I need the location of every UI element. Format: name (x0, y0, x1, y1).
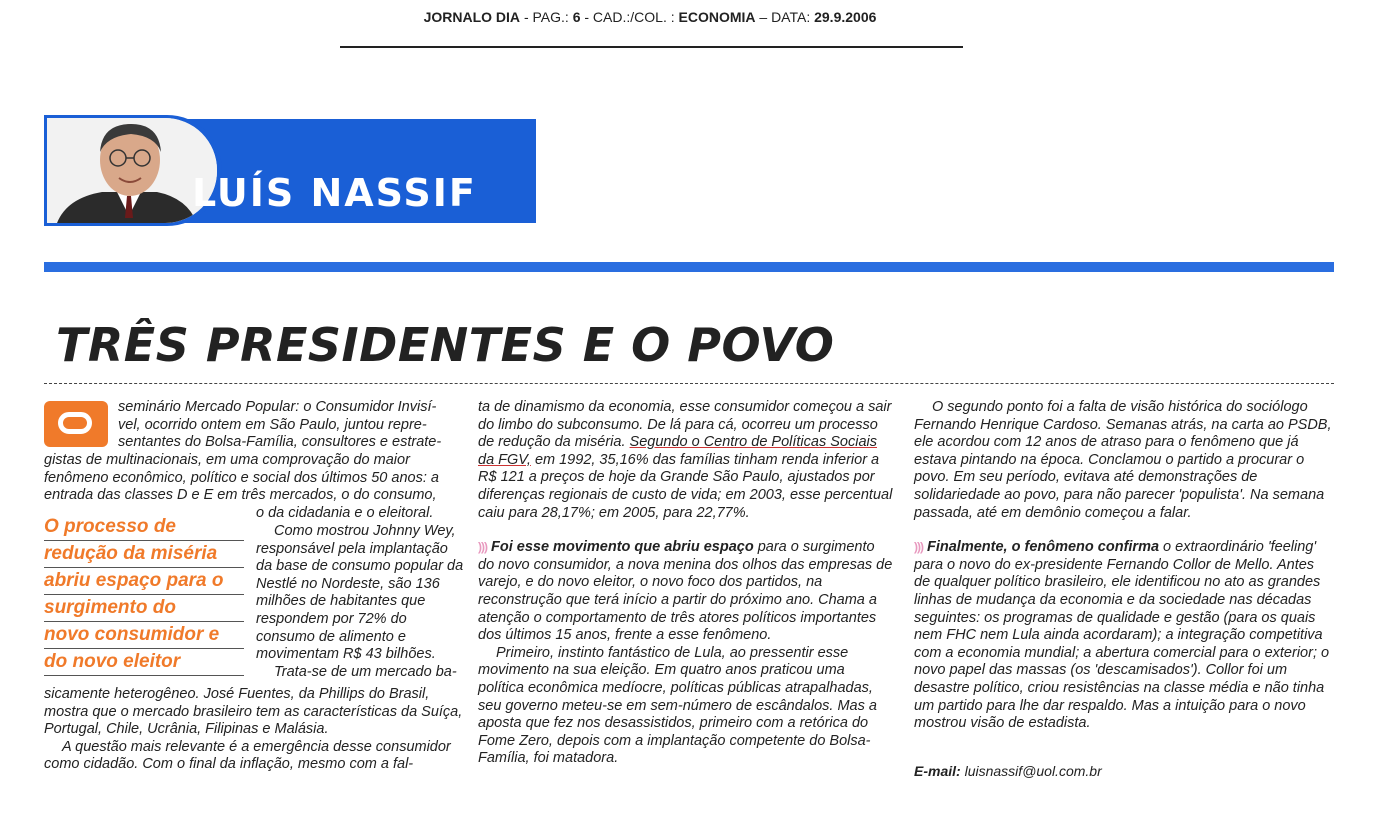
pull-quote (44, 514, 244, 676)
clipping-header (0, 9, 1300, 25)
paragraph-arrows-icon: ))) (478, 540, 487, 555)
clipping-date: 29.9.2006 (814, 9, 877, 25)
col2 (478, 399, 893, 768)
pull-quote-line: surgimento do (44, 595, 244, 622)
columnist-banner (44, 115, 536, 226)
page-number: 6 (572, 9, 581, 25)
headline-rule (44, 383, 1334, 384)
pull-quote-line: redução da miséria (44, 541, 244, 568)
pull-quote-line: O processo de (44, 514, 244, 541)
col1-line-2: vel, ocorrido ontem em São Paulo, juntou repre- (118, 416, 427, 433)
col1-paragraph-1 (44, 452, 464, 505)
pull-quote-line: abriu espaço para o (44, 568, 244, 595)
paragraph-arrows-icon: ))) (914, 540, 923, 555)
drop-cap-o (44, 401, 108, 447)
blue-divider (44, 262, 1334, 272)
col1-paragraph-2: Como mostrou Johnny Wey, responsável pela implantação da base de consumo popular da Nestlé no Nordeste, são 136 milhões de habitantes que respondem por 72% do consumo de alimento e movimentam R$ 43 bilhões. Trata-se de um mercado ba- (256, 523, 466, 681)
pull-quote-line: do novo eleitor (44, 649, 244, 676)
author-email: E-mail: luisnassif@uol.com.br (914, 763, 1102, 779)
email-address[interactable]: luisnassif@uol.com.br (964, 763, 1102, 779)
header-rule (340, 46, 963, 48)
col2-paragraph-1: ta de dinamismo da economia, esse consumidor começou a sair do limbo do subconsumo. De lá para cá, ocorreu um processo de redução da miséria. Segundo o Centro de Políticas Sociais da FGV, em 1992, 35,16% das famílias tinham renda inferior a R$ 121 a preços de hoje da Grande São Paulo, ajustados por diferenças regionais de custo de vida; em 2003, esse percentual caiu para 28,17%; em 2005, para 22,77%. (478, 399, 893, 521)
col3-paragraph-2: ))) Finalmente, o fenômeno confirma o extraordinário 'feeling' para o novo do ex-presidente Fernando Collor de Mello. Antes de qualquer político brasileiro, ele identificou no ato as grandes linhas de mudança da economia e da sociedade nas décadas seguintes: os programas de qualidade e gestão (para os quais nem FHC nem Lula ainda acordaram); a integração competitiva com a economia mundial; a abertura comercial para o exterior; o novo papel das massas (os 'descamisados'). Collor foi um desastre político, criou resistências na classe média e não tinha um partido para lhe dar respaldo. Mas a intuição para o novo mostrou visão de estadista. (914, 539, 1330, 732)
col3 (914, 399, 1334, 733)
col1-p1-end: o da cidadania e o eleitoral. (256, 505, 434, 521)
col1-intro (118, 399, 464, 452)
col2-paragraph-3: Primeiro, instinto fantástico de Lula, ao pressentir esse movimento na sua eleição. Em quatro anos praticou uma política econômica medíocre, políticas públicas atrapalhadas, seu governo meteu-se em sem-número de escândalos. Mas a aposta que fez nos desassistidos, primeiro com a retórica do Fome Zero, depois com a implantação competente do Bolsa-Família, foi matadora. (478, 644, 877, 767)
col2-paragraph-2: ))) Foi esse movimento que abriu espaço para o surgimento do novo consumidor, a nova menina dos olhos das empresas de varejo, e do novo eleitor, o novo foco dos partidos, na reconstrução que terá início a partir do próximo ano. Chama a atenção o comportamento de três atores políticos importantes dos últimos 15 anos, frente a esse fenômeno. (478, 539, 893, 644)
col1-line-1: seminário Mercado Popular: o Consumidor Invisí- (118, 399, 437, 415)
cad-label: - CAD.:/COL. : (584, 9, 675, 25)
columnist-name: LUÍS NASSIF (192, 171, 477, 215)
fgv-reference: Segundo o Centro de Políticas Sociais da FGV, (478, 434, 877, 468)
col1-p3-start: Trata-se de um mercado ba- (274, 663, 457, 680)
article-headline: TRÊS PRESIDENTES E O POVO (56, 318, 835, 372)
date-label: – DATA: (759, 9, 811, 25)
col1-p1-rest: gistas de multinacionais, em uma comprovação do maior fenômeno econômico, político e social dos últimos 50 anos: a entrada das classes D e E em três mercados, o do consumo, (44, 452, 439, 504)
col1-line-3: sentantes do Bolsa-Família, consultores e estrate- (118, 434, 442, 451)
section-name: ECONOMIA (678, 9, 756, 25)
col1-paragraph-4: A questão mais relevante é a emergência desse consumidor como cidadão. Com o final da inflação, mesmo com a fal- (44, 738, 451, 773)
pag-label: - PAG.: (523, 9, 569, 25)
pull-quote-line: novo consumidor e (44, 622, 244, 649)
paper-name: JORNALO DIA (423, 9, 521, 25)
col1-paragraph-3: sicamente heterogêneo. José Fuentes, da Phillips do Brasil, mostra que o mercado brasileiro tem as características da Suíça, Portugal, Chile, Ucrânia, Filipinas e Malásia. A questão mais relevante é a emergência desse consumidor como cidadão. Com o final da inflação, mesmo com a fal- (44, 686, 463, 773)
col3-paragraph-1: O segundo ponto foi a falta de visão histórica do sociólogo Fernando Henrique Cardoso. Semanas atrás, na carta ao PSDB, ele acordou com 12 anos de atraso para o fenômeno que já estava pintando na época. Conclamou o partido a procurar o povo. Em seu período, evitava até demonstrações de solidariedade ao povo, para não parecer 'populista'. Na semana passada, até em demônio começou a falar. (914, 399, 1332, 521)
